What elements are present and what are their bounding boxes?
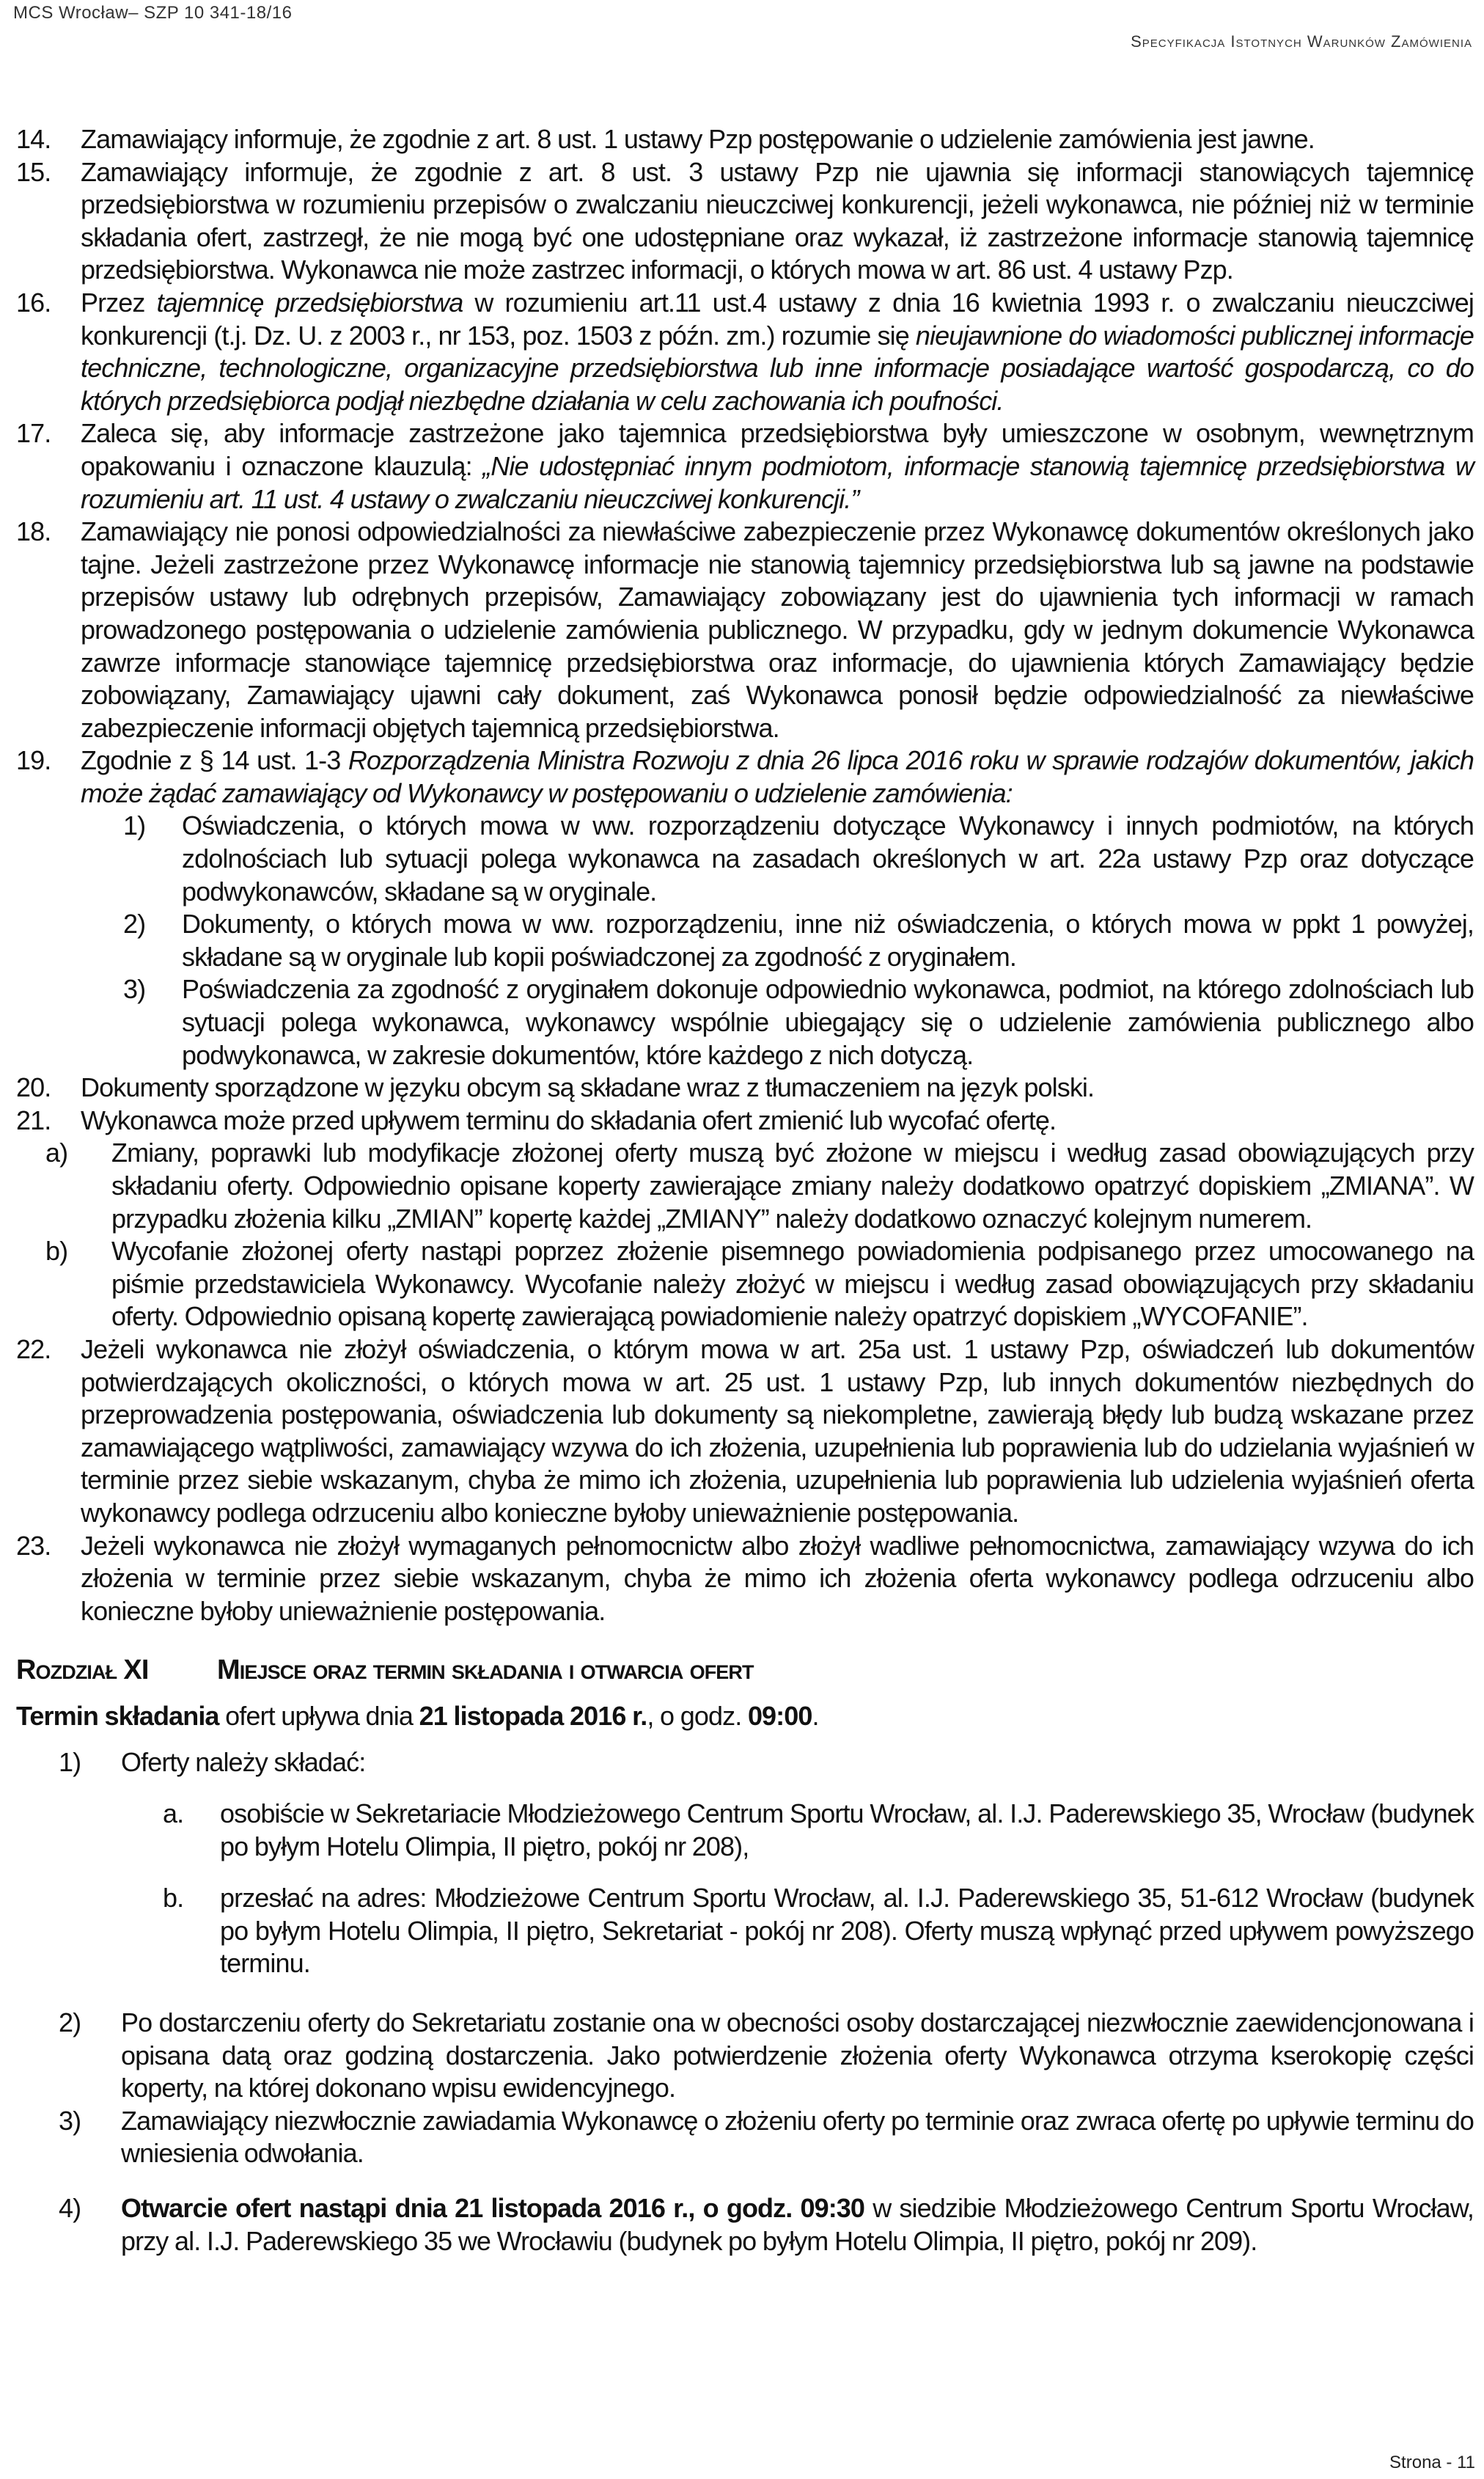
- sub-item-number: 3): [123, 974, 146, 1005]
- item-number: 3): [59, 2105, 81, 2136]
- item-number: 18.: [16, 516, 51, 547]
- item-number: 14.: [16, 124, 51, 154]
- deadline-date: 21 listopada 2016 r.: [419, 1700, 647, 1731]
- sub-item-number: 2): [123, 909, 146, 940]
- item-text: Dokumenty sporządzone w języku obcym są składane wraz z tłumaczeniem na język polski.: [81, 1072, 1095, 1103]
- sub-item-letter: b): [45, 1236, 68, 1267]
- item-text: Zgodnie z § 14 ust. 1-3: [81, 745, 348, 776]
- item-number: 16.: [16, 287, 51, 318]
- item-text: Zamawiający niezwłocznie zawiadamia Wykonawcę o złożeniu oferty po terminie oraz zwraca ofertę po upływie terminu do wniesienia odwołania.: [121, 2105, 1474, 2169]
- item-text: Jeżeli wykonawca nie złożył wymaganych pełnomocnictw albo złożył wadliwe pełnomocnictwa, zamawiający wzywa do ich złożenia w terminie przez siebie wskazanym, chyba że mimo ich złożenia oferta wykonawcy podlega odrzuceniu albo konieczne byłoby unieważnienie postępowania.: [81, 1530, 1474, 1626]
- sub-item: [16, 1798, 1474, 1863]
- list-item: [16, 1530, 1474, 1628]
- opening-date: Otwarcie ofert nastąpi dnia 21 listopada 2016 r., o godz. 09:30: [121, 2193, 865, 2224]
- item-number: 19.: [16, 745, 51, 776]
- item-number: 17.: [16, 418, 51, 449]
- list-item: [16, 1105, 1474, 1138]
- sub-item: [16, 973, 1474, 1072]
- sub-item: [16, 908, 1474, 973]
- sub-item: [16, 1882, 1474, 1980]
- item-text: Po dostarczeniu oferty do Sekretariatu zostanie ona w obecności osoby dostarczającej niezwłocznie zaewidencjonowana i opisana datą oraz godziną dostarczenia. Jako potwierdzenie złożenia oferty Wykonawca otrzyma kserokopię części koperty, na której dokonano wpisu ewidencyjnego.: [121, 2007, 1474, 2103]
- deadline-text: ofert upływa dnia: [218, 1700, 419, 1731]
- list-item: [16, 417, 1474, 516]
- item-number: 1): [59, 1746, 81, 1777]
- deadline-time: 09:00: [747, 1700, 812, 1731]
- list-item: [16, 156, 1474, 287]
- deadline-text: , o godz.: [647, 1700, 748, 1731]
- list-item: [16, 123, 1474, 156]
- chapter-heading: [16, 1654, 1474, 1687]
- item-text: Zamawiający nie ponosi odpowiedzialności za niewłaściwe zabezpieczenie przez Wykonawcę dokumentów określonych jako tajne. Jeżeli zastrzeżone przez Wykonawcę informacje nie stanowią tajemnicy przedsiębiorstwa lub są jawne na podstawie przepisów ustawy lub odrębnych przepisów, Zamawiający zobowiązany jest do ujawnienia tych informacji w ramach prowadzonego postępowania o udzielenie zamówienia publicznego. W przypadku, gdy w jednym dokumencie Wykonawca zawrze informacje stanowiące tajemnicę przedsiębiorstwa oraz informacje, do ujawnienia których Zamawiający będzie zobowiązany, Zamawiający ujawni cały dokument, zaś Wykonawca ponosił będzie odpowiedzialność za niewłaściwe zabezpieczenie informacji objętych tajemnicą przedsiębiorstwa.: [81, 516, 1474, 743]
- deadline-line: [16, 1700, 1474, 1733]
- document-body: [16, 123, 1474, 2258]
- item-text: Zamawiający informuje, że zgodnie z art. 8 ust. 3 ustawy Pzp nie ujawnia się informacji stanowiących tajemnicę przedsiębiorstwa w rozumieniu przepisów o zwalczaniu nieuczciwej konkurencji, jeżeli wykonawca, nie później niż w terminie składania ofert, zastrzegł, że nie mogą być one udostępniane oraz wykazał, iż zastrzeżone informacje stanowią tajemnicę przedsiębiorstwa. Wykonawca nie może zastrzec informacji, o których mowa w art. 86 ust. 4 ustawy Pzp.: [81, 156, 1474, 285]
- list-item: [16, 744, 1474, 810]
- list-item: [16, 1072, 1474, 1105]
- list-item: [16, 2105, 1474, 2170]
- doc-reference: MCS Wrocław– SZP 10 341-18/16: [13, 3, 293, 23]
- item-number: 20.: [16, 1072, 51, 1103]
- deadline-text: .: [812, 1700, 819, 1731]
- page-number: Strona - 11: [1389, 2453, 1475, 2472]
- item-text: Zaleca się, aby informacje zastrzeżone jako tajemnica przedsiębiorstwa były umieszczone w osobnym, wewnętrznym opakowaniu i oznaczone klauzulą:: [81, 418, 1474, 481]
- chapter-title: Miejsce oraz termin składania i otwarcia ofert: [217, 1655, 754, 1686]
- item-number: 21.: [16, 1105, 51, 1135]
- chapter-number: Rozdział XI: [16, 1655, 149, 1686]
- sub-item: [16, 810, 1474, 908]
- list-item: [16, 2192, 1474, 2258]
- list-item: [16, 2007, 1474, 2105]
- item-text: Jeżeli wykonawca nie złożył oświadczenia, o którym mowa w art. 25a ust. 1 ustawy Pzp, oświadczeń lub dokumentów potwierdzających okoliczności, o których mowa w art. 25 ust. 1 ustawy Pzp, lub innych dokumentów niezbędnych do przeprowadzenia postępowania, oświadczenia lub dokumenty są niekompletne, zawierają błędy lub budzą wskazane przez zamawiającego wątpliwości, zamawiający wzywa do ich złożenia, uzupełnienia lub poprawienia lub do udzielania wyjaśnień w terminie przez siebie wskazanym, chyba że mimo ich złożenia, uzupełnienia lub poprawienia lub udzielenia wyjaśnień oferta wykonawcy podlega odrzuceniu albo konieczne byłoby unieważnienie postępowania.: [81, 1333, 1474, 1528]
- sub-item-text: Poświadczenia za zgodność z oryginałem dokonuje odpowiednio wykonawca, podmiot, na którego zdolnościach lub sytuacji polega wykonawca, wykonawcy wspólnie ubiegający się o udzielenie zamówienia publicznego albo podwykonawca, w zakresie dokumentów, które każdego z nich dotyczą.: [182, 974, 1474, 1070]
- list-item: [16, 516, 1474, 744]
- sub-item: [16, 1137, 1474, 1235]
- doc-header-title: Specyfikacja Istotnych Warunków Zamówienia: [1131, 32, 1472, 51]
- sub-item-text: przesłać na adres: Młodzieżowe Centrum Sportu Wrocław, al. I.J. Paderewskiego 35, 51-612 Wrocław (budynek po byłym Hotelu Olimpia, II piętro, Sekretariat - pokój nr 208). Oferty muszą wpłynąć przed upływem powyższego terminu.: [220, 1883, 1474, 1979]
- list-item: [16, 287, 1474, 417]
- item-number: 4): [59, 2193, 81, 2224]
- sub-item-letter: b.: [163, 1883, 184, 1914]
- sub-item-text: Wycofanie złożonej oferty nastąpi poprzez złożenie pisemnego powiadomienia podpisanego przez umocowanego na piśmie przedstawiciela Wykonawcy. Wycofanie należy złożyć w miejscu i według zasad obowiązujących przy składaniu oferty. Odpowiednio opisaną kopertę zawierającą powiadomienie należy opatrzyć dopiskiem „WYCOFANIE”.: [111, 1236, 1474, 1332]
- item-text: Zamawiający informuje, że zgodnie z art. 8 ust. 1 ustawy Pzp postępowanie o udzielenie zamówienia jest jawne.: [81, 124, 1315, 154]
- deadline-label: Termin składania: [16, 1700, 219, 1731]
- sub-item-text: osobiście w Sekretariacie Młodzieżowego Centrum Sportu Wrocław, al. I.J. Paderewskiego 35, Wrocław (budynek po byłym Hotelu Olimpia, II piętro, pokój nr 208),: [220, 1798, 1474, 1861]
- sub-item-text: Dokumenty, o których mowa w ww. rozporządzeniu, inne niż oświadczenia, o których mowa w ppkt 1 powyżej, składane są w oryginale lub kopii poświadczonej za zgodność z oryginałem.: [182, 909, 1474, 972]
- list-item: [16, 1746, 1474, 1779]
- item-number: 23.: [16, 1530, 51, 1561]
- sub-item-text: Zmiany, poprawki lub modyfikacje złożonej oferty muszą być złożone w miejscu i według zasad obowiązujących przy składaniu oferty. Odpowiednio opisane koperty zawierające zmiany należy dodatkowo opatrzyć dopiskiem „ZMIANA”. W przypadku złożenia kilku „ZMIAN” kopertę każdej „ZMIANY” należy dodatkowo oznaczyć kolejnym numerem.: [111, 1138, 1474, 1234]
- item-text-italic: nieujawnione do wiadomości publicznej informacje techniczne, technologiczne, organizacyjne przedsiębiorstwa lub inne informacje posiadające wartość gospodarczą, co do których przedsiębiorca podjął niezbędne działania w celu zachowania ich poufności.: [81, 320, 1474, 416]
- list-item: [16, 1333, 1474, 1530]
- item-text-italic: „Nie udostępniać innym podmiotom, informacje stanowią tajemnicę przedsiębiorstwa w rozumieniu art. 11 ust. 4 ustawy o zwalczaniu nieuczciwej konkurencji.”: [81, 450, 1474, 514]
- item-text: Przez: [81, 287, 157, 318]
- item-text: w siedzibie Młodzieżowego Centrum Sportu Wrocław, przy al. I.J. Paderewskiego 35 we Wrocławiu (budynek po byłym Hotelu Olimpia, II piętro, pokój nr 209).: [121, 2193, 1474, 2256]
- item-text-italic: Rozporządzenia Ministra Rozwoju z dnia 26 lipca 2016 roku w sprawie rodzajów dokumentów, jakich może żądać zamawiający od Wykonawcy w postępowaniu o udzielenie zamówienia:: [81, 745, 1474, 808]
- sub-item-number: 1): [123, 810, 146, 841]
- item-text-italic: tajemnicę przedsiębiorstwa: [156, 287, 463, 318]
- item-text: Oferty należy składać:: [121, 1746, 366, 1777]
- item-number: 15.: [16, 156, 51, 187]
- sub-item: [16, 1235, 1474, 1333]
- item-text: w rozumieniu art.11 ust.4 ustawy z dnia 16 kwietnia 1993 r. o zwalczaniu nieuczciwej konkurencji (t.j. Dz. U. z 2003 r., nr 153, poz. 1503 z późn. zm.) rozumie się: [81, 287, 1474, 351]
- sub-item-letter: a.: [163, 1798, 184, 1829]
- item-number: 2): [59, 2007, 81, 2038]
- item-text: Wykonawca może przed upływem terminu do składania ofert zmienić lub wycofać ofertę.: [81, 1105, 1057, 1135]
- item-number: 22.: [16, 1333, 51, 1364]
- sub-item-letter: a): [45, 1138, 68, 1168]
- sub-item-text: Oświadczenia, o których mowa w ww. rozporządzeniu dotyczące Wykonawcy i innych podmiotów, na których zdolnościach lub sytuacji polega wykonawca na zasadach określonych w art. 22a ustawy Pzp oraz dotyczące podwykonawców, składane są w oryginale.: [182, 810, 1474, 907]
